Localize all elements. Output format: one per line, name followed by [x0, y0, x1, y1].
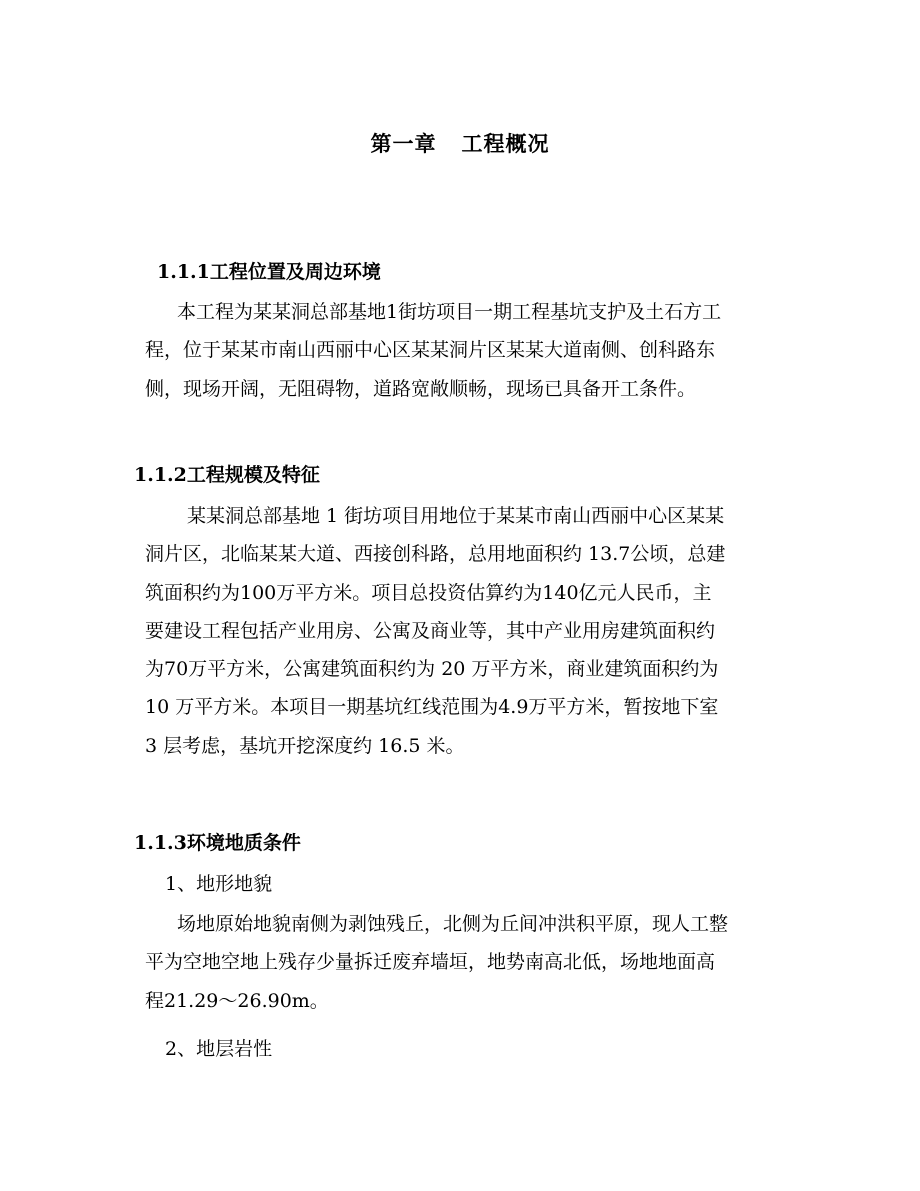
paragraph-line: 为70万平方米，公寓建筑面积约为 20 万平方米，商业建筑面积约为	[145, 658, 719, 681]
subitem-paragraph-landform	[145, 905, 805, 1020]
paragraph-line: 本工程为某某洞总部基地1街坊项目一期工程基坑支护及土石方工	[177, 301, 722, 323]
paragraph-line: 平为空地空地上残存少量拆迁废弃墙垣，地势南高北低，场地地面高	[145, 951, 716, 974]
paragraph-line: 侧，现场开阔，无阻碍物，道路宽敞顺畅，现场已具备开工条件。	[145, 377, 697, 400]
paragraph-line: 洞片区，北临某某大道、西接创科路，总用地面积约 13.7公顷，总建	[145, 543, 726, 566]
paragraph-line: 要建设工程包括产业用房、公寓及商业等，其中产业用房建筑面积约	[145, 619, 716, 642]
section-heading-1-1-2: 1.1.2工程规模及特征	[134, 464, 320, 486]
chapter-title: 第一章 工程概况	[370, 131, 550, 156]
section-heading-1-1-1: 1.1.1工程位置及周边环境	[157, 261, 381, 283]
paragraph-line: 某某洞总部基地 1 街坊项目用地位于某某市南山西丽中心区某某	[187, 505, 725, 527]
paragraph-line: 10 万平方米。本项目一期基坑红线范围为4.9万平方米，暂按地下室	[145, 696, 719, 719]
paragraph-line: 3 层考虑，基坑开挖深度约 16.5 米。	[145, 734, 465, 757]
paragraph-line: 程，位于某某市南山西丽中心区某某洞片区某某大道南侧、创科路东	[145, 339, 716, 362]
paragraph-line: 场地原始地貌南侧为剥蚀残丘，北侧为丘间冲洪积平原，现人工整	[177, 913, 729, 935]
subitem-label-landform: 1、地形地貌	[165, 873, 273, 895]
section-paragraph-1-1-1	[145, 293, 805, 408]
paragraph-line: 筑面积约为100万平方米。项目总投资估算约为140亿元人民币，主	[145, 581, 712, 604]
paragraph-line: 程21.29～26.90m。	[145, 989, 329, 1012]
section-paragraph-1-1-2	[145, 497, 805, 765]
subitem-label-stratum: 2、地层岩性	[165, 1038, 273, 1060]
section-heading-1-1-3: 1.1.3环境地质条件	[134, 832, 301, 854]
